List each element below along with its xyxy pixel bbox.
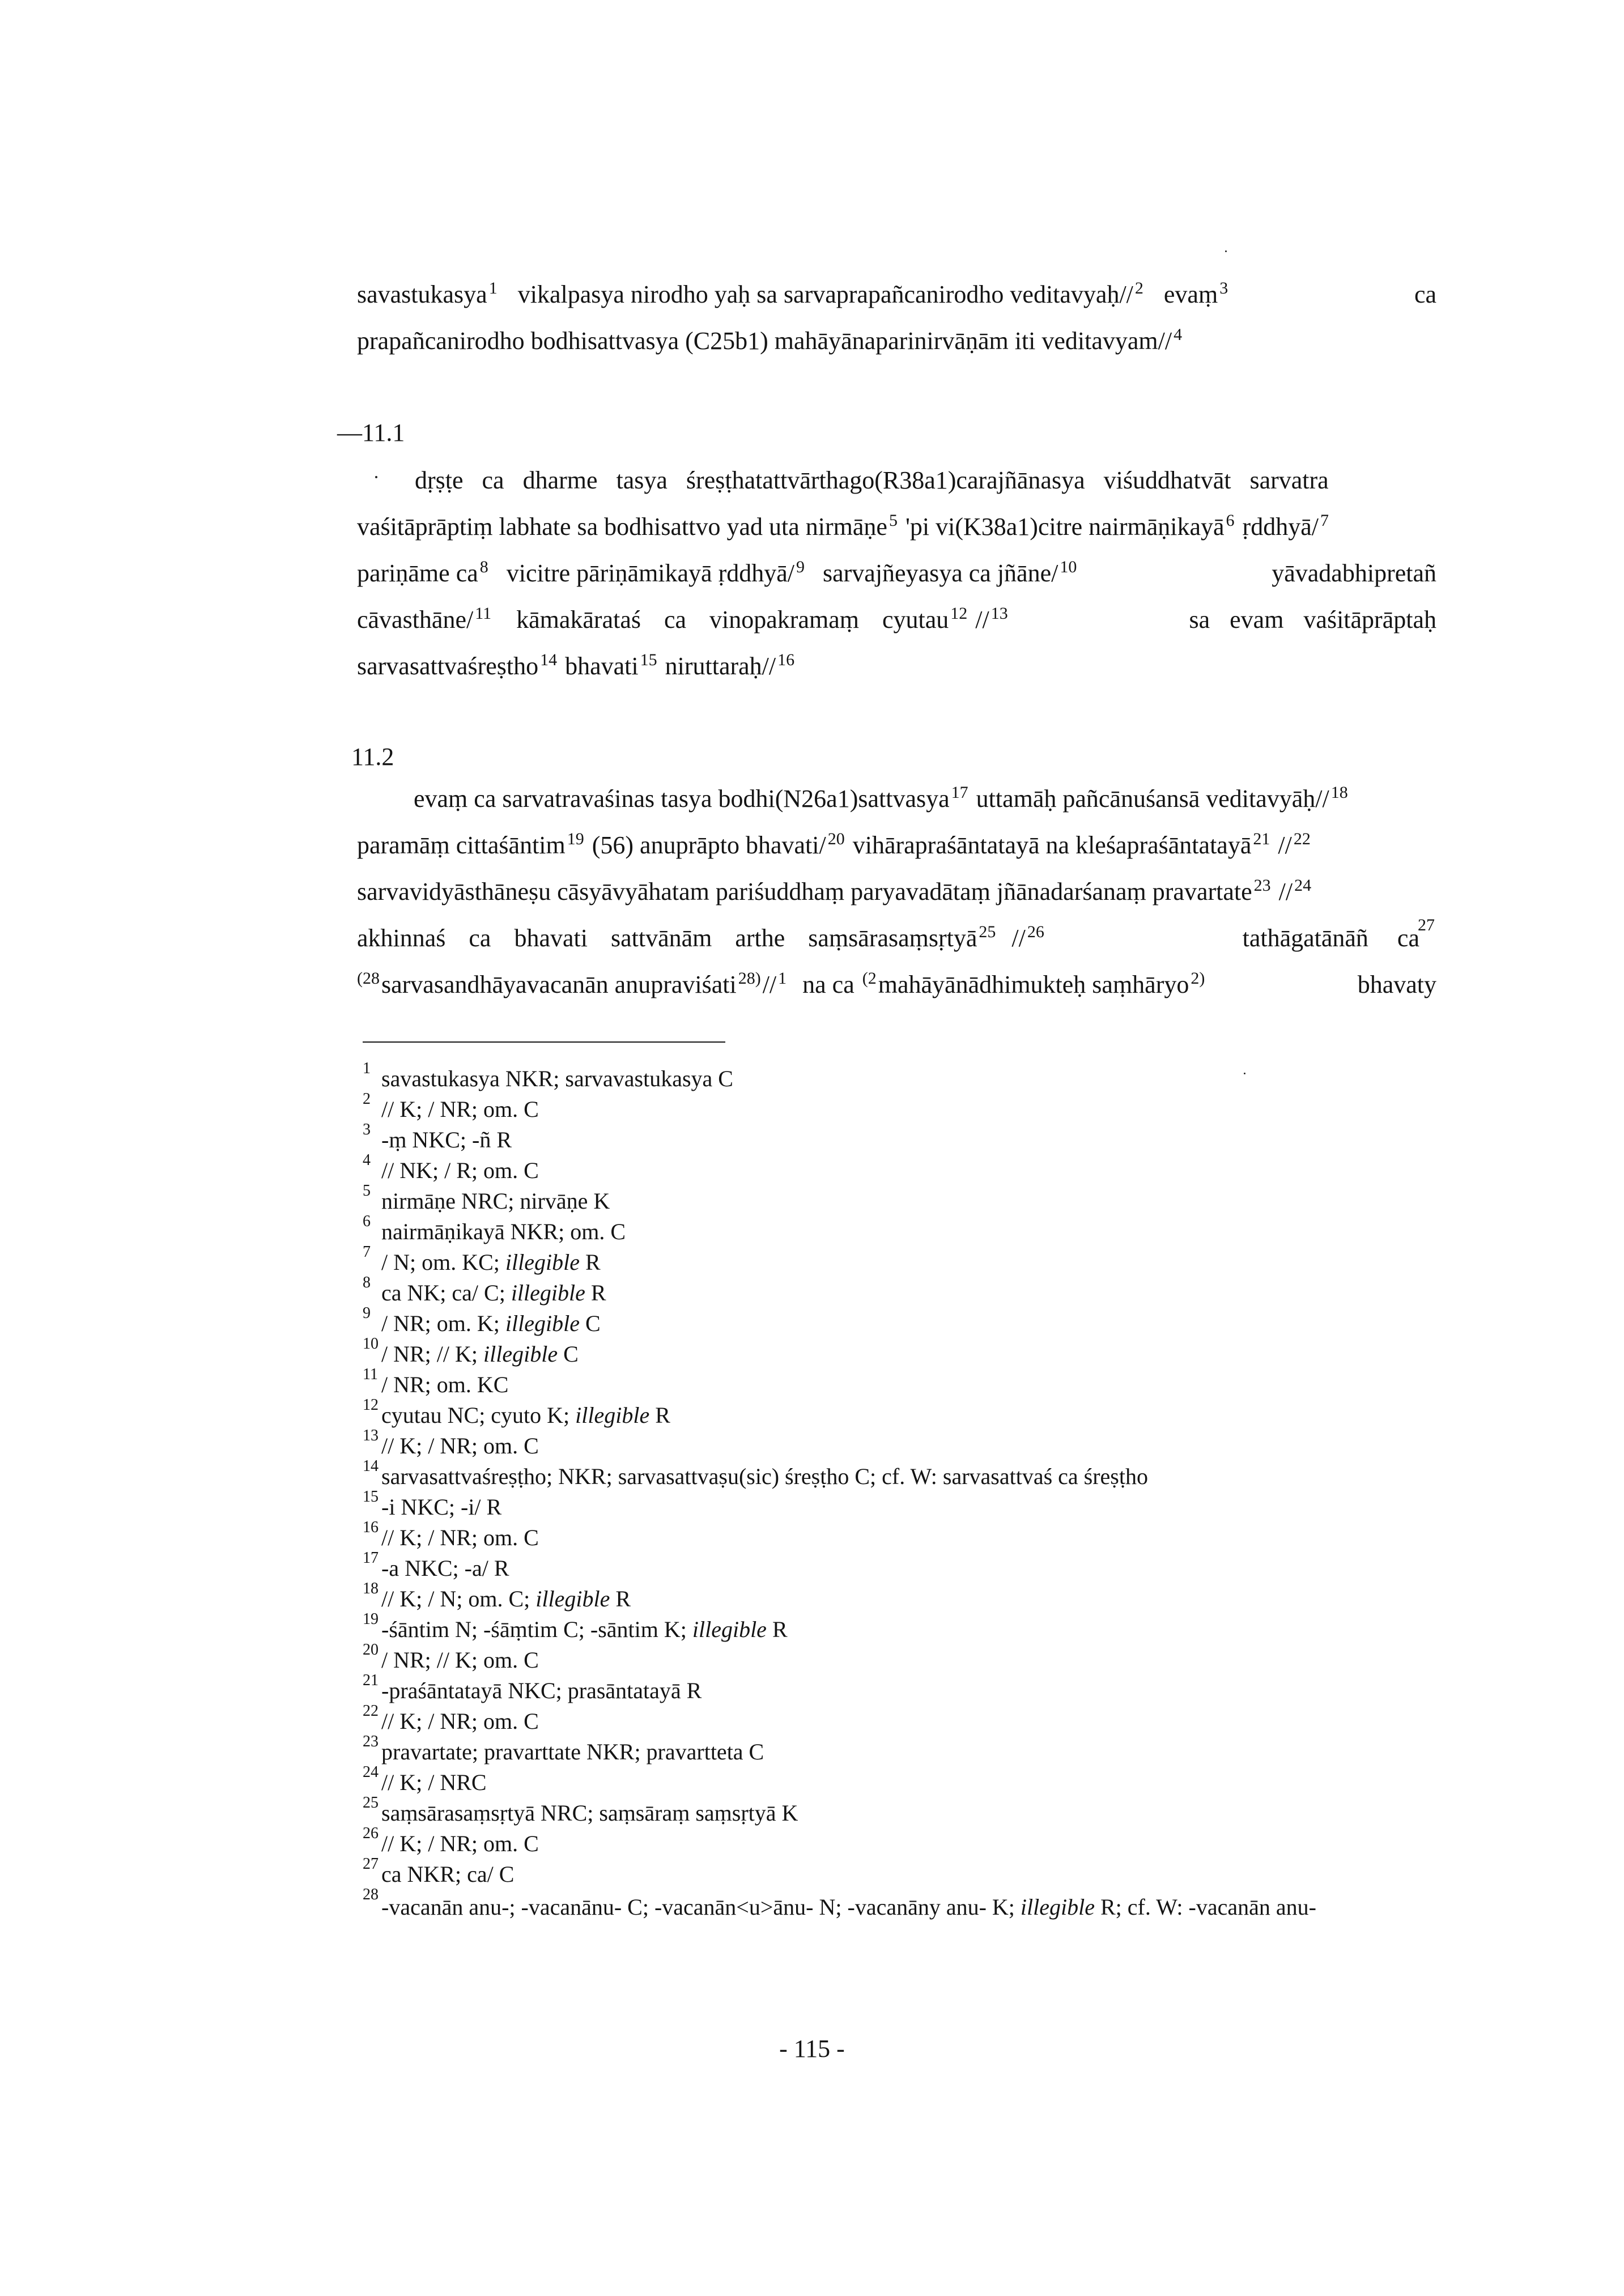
page-number: - 115 - bbox=[779, 2035, 845, 2063]
footnote-ref: 5 bbox=[888, 511, 898, 530]
footnote-ref: 26 bbox=[1027, 922, 1044, 941]
footnote-ref: 25 bbox=[979, 922, 996, 941]
footnote-ref: 13 bbox=[990, 604, 1008, 623]
s112-line-1: evaṃ ca sarvatravaśinas tasya bodhi(N26a1)sattvasya $^{17}$ uttamāḥ pañcānuśansā veditavyāḥ// $^{18}$ bbox=[414, 783, 1348, 813]
footnote-ref: 9 bbox=[796, 558, 805, 576]
s112-line-4: akhinnaś ca bhavati sattvānām arthe saṃsārasaṃsṛtyā $^{25}$ // $^{26}$ tathāgatānāñ ca 27 bbox=[357, 916, 1435, 952]
section-number-11-2: 11.2 bbox=[351, 743, 394, 771]
s111-line-3: pariṇāme ca $^8$ vicitre pāriṇāmikayā ṛddhyā/ $^9$ sarvajñeyasya ca jñāne/ $^{10}$ yāvadabhipretañ bbox=[357, 558, 1436, 587]
footnote-ref: 3 bbox=[1219, 279, 1228, 297]
intro-line-2: prapañcanirodho bodhisattvasya (C25b1) mahāyānaparinirvāṇām iti veditavyam// $^4$ bbox=[357, 325, 1183, 355]
scan-speck bbox=[1244, 1073, 1245, 1074]
footnote-ref: 15 bbox=[640, 650, 657, 669]
footnote-ref: 18 bbox=[1330, 783, 1348, 802]
footnote-separator bbox=[363, 1041, 725, 1043]
scan-speck bbox=[1225, 250, 1227, 252]
s112-line-5: $^{(28}$sarvasandhāyavacanān anupraviśati $^{28)}$// $^1$ na ca $^{(2}$mahāyānādhimukteḥ saṃhāryo $^{2)}$ bhavaty bbox=[357, 969, 1436, 998]
footnote-ref: 23 bbox=[1253, 876, 1271, 895]
footnote-ref: 28) bbox=[738, 969, 761, 988]
footnote-ref: (28 bbox=[357, 969, 380, 988]
footnote-ref: 10 bbox=[1060, 558, 1077, 576]
footnote-ref: 22 bbox=[1293, 830, 1311, 848]
document-page: savastukasya $^1$ vikalpasya nirodho yaḥ sa sarvaprapañcanirodho veditavyaḥ// $^2$ evaṃ $^3$ ca prapañcanirodho bodhisattvasya (C25b1) mahāyānaparinirvāṇām iti veditavyam// $^4$ —11.1 dṛṣṭe ca dharme tasya śreṣṭhatattvārthago(R38a1)carajñānasya viśuddhatvāt sarvatra vaśitāprāptiṃ labhate sa bodhisattvo yad uta nirmāṇe $^5$ 'pi vi(K38a1)citre nairmāṇikayā $^6$ ṛddhyā/ $^7$ pariṇāme ca $^8$ vicitre pāriṇāmikayā ṛddhyā/ $^9$ sarvajñeyasya ca jñāne/ $^{10}$ yāvadabhipretañ cāvasthāne/ $^{11}$ kāmakārataś ca vinopakramaṃ cyutau $^{12}$ // $^{13}$ sa evam vaśitāprāptaḥ sarvasattvaśreṣtho $^{14}$ bhavati $^{15}$ niruttaraḥ// $^{16}$ 11.2 evaṃ ca sarvatravaśinas tasya bodhi(N26a1)sattvasya $^{17}$ uttamāḥ pañcānuśansā veditavyāḥ// $^{18}$ paramāṃ cittaśāntim $^{19}$ (56) anuprāpto bhavati/ $^{20}$ vihārapraśāntatayā na kleśapraśāntatayā $^{21}$ // $^{22}$ sarvavidyāsthāneṣu cāsyāvyāhatam pariśuddhaṃ paryavadātaṃ jñānadarśanaṃ pravartate $^{23}$ // $^{24}$ akhinnaś ca bhavati sattvānām arthe saṃsārasaṃsṛtyā $^{25}$ // $^{26}$ tathāgatānāñ ca 27 $^{(28}$sarvasandhāyavacanān anupraviśati $^{28)}$// $^1$ na ca $^{(2}$mahāyānādhimukteḥ saṃhāryo $^{2)}$ bhavaty 1 savastukasya NKR; sarvavastukasya C 2 // K; / NR; om. C 3 -ṃ NKC; -ñ R 4 // NK; / R; om. C 5 nirmāṇe NRC; nirvāṇe K 6 nairmāṇikayā NKR; om. C 7 / N; om. KC; illegible R 8 ca NK; ca/ C; illegible R 9 / NR; om. K; illegible C 10 / NR; // K; illegible C 11 / NR; om. KC 12 cyutau NC; cyuto K; illegible R 13 // K; / NR; om. C 14 sarvasattvaśreṣṭho; NKR; sarvasattvaṣu(sic) śreṣṭho C; cf. W: sarvasattvaś ca śreṣṭho 15 -i NKC; -i/ R 16 // K; / NR; om. C 17 -a NKC; -a/ R 18 // K; / N; om. C; illegible R 19 -śāntim N; -śāṃtim C; -sāntim K; illegible R 20 / NR; // K; om. C 21 -praśāntatayā NKC; prasāntatayā R 22 // K; / NR; om. C 23 pravartate; pravarttate NKR; pravartteta C 24 // K; / NRC 25 saṃsārasaṃsṛtyā NRC; saṃsāraṃ saṃsṛtyā K 26 // K; / NR; om. C 27 ca NKR; ca/ C 28 -vacanān anu-; -vacanānu- C; -vacanān<u>ānu- N; -vacanāny anu- K; illegible R; cf. W: -vacanān anu- - 115 - bbox=[0, 0, 1624, 2296]
footnote-ref: 16 bbox=[777, 650, 795, 669]
s111-line-5: sarvasattvaśreṣtho $^{14}$ bhavati $^{15}$ niruttaraḥ// $^{16}$ bbox=[357, 650, 795, 680]
s111-line-4: cāvasthāne/ $^{11}$ kāmakārataś ca vinopakramaṃ cyutau $^{12}$ // $^{13}$ sa evam vaśitāprāptaḥ bbox=[357, 604, 1436, 633]
footnote-ref: 14 bbox=[540, 650, 558, 669]
footnote-ref: 24 bbox=[1294, 876, 1312, 895]
footnote-ref: 20 bbox=[827, 830, 845, 848]
footnote-ref: 7 bbox=[1320, 511, 1329, 530]
s112-line-2: paramāṃ cittaśāntim $^{19}$ (56) anuprāpto bhavati/ $^{20}$ vihārapraśāntatayā na kleśapraśāntatayā $^{21}$ // $^{22}$ bbox=[357, 830, 1311, 859]
footnote-ref: 1 bbox=[778, 969, 787, 988]
footnote-ref: 12 bbox=[950, 604, 968, 623]
footnote-ref: 6 bbox=[1226, 511, 1235, 530]
footnote-ref: 11 bbox=[475, 604, 492, 623]
s111-line-2: vaśitāprāptiṃ labhate sa bodhisattvo yad uta nirmāṇe $^5$ 'pi vi(K38a1)citre nairmāṇikayā $^6$ ṛddhyā/ $^7$ bbox=[357, 511, 1329, 541]
footnote-ref: 2) bbox=[1191, 969, 1205, 988]
footnote-ref: 19 bbox=[567, 830, 584, 848]
footnote-ref: 21 bbox=[1253, 830, 1270, 848]
footnote-ref: 27 bbox=[1418, 916, 1435, 934]
s111-line-1: dṛṣṭe ca dharme tasya śreṣṭhatattvārthago(R38a1)carajñānasya viśuddhatvāt sarvatra bbox=[415, 466, 1329, 494]
footnote-ref: 2 bbox=[1134, 279, 1143, 297]
scan-speck bbox=[375, 476, 377, 478]
s112-line-3: sarvavidyāsthāneṣu cāsyāvyāhatam pariśuddhaṃ paryavadātaṃ jñānadarśanaṃ pravartate $^{23}$ // $^{24}$ bbox=[357, 876, 1312, 905]
footnote-ref: 1 bbox=[488, 279, 498, 297]
section-number-11-1: —11.1 bbox=[337, 419, 405, 447]
footnote-ref: 4 bbox=[1174, 325, 1183, 344]
intro-line-1: savastukasya $^1$ vikalpasya nirodho yaḥ sa sarvaprapañcanirodho veditavyaḥ// $^2$ evaṃ $^3$ ca bbox=[357, 279, 1436, 308]
footnote-ref: 17 bbox=[951, 783, 968, 802]
footnote-ref: 8 bbox=[479, 558, 488, 576]
footnote-ref: (2 bbox=[862, 969, 877, 988]
